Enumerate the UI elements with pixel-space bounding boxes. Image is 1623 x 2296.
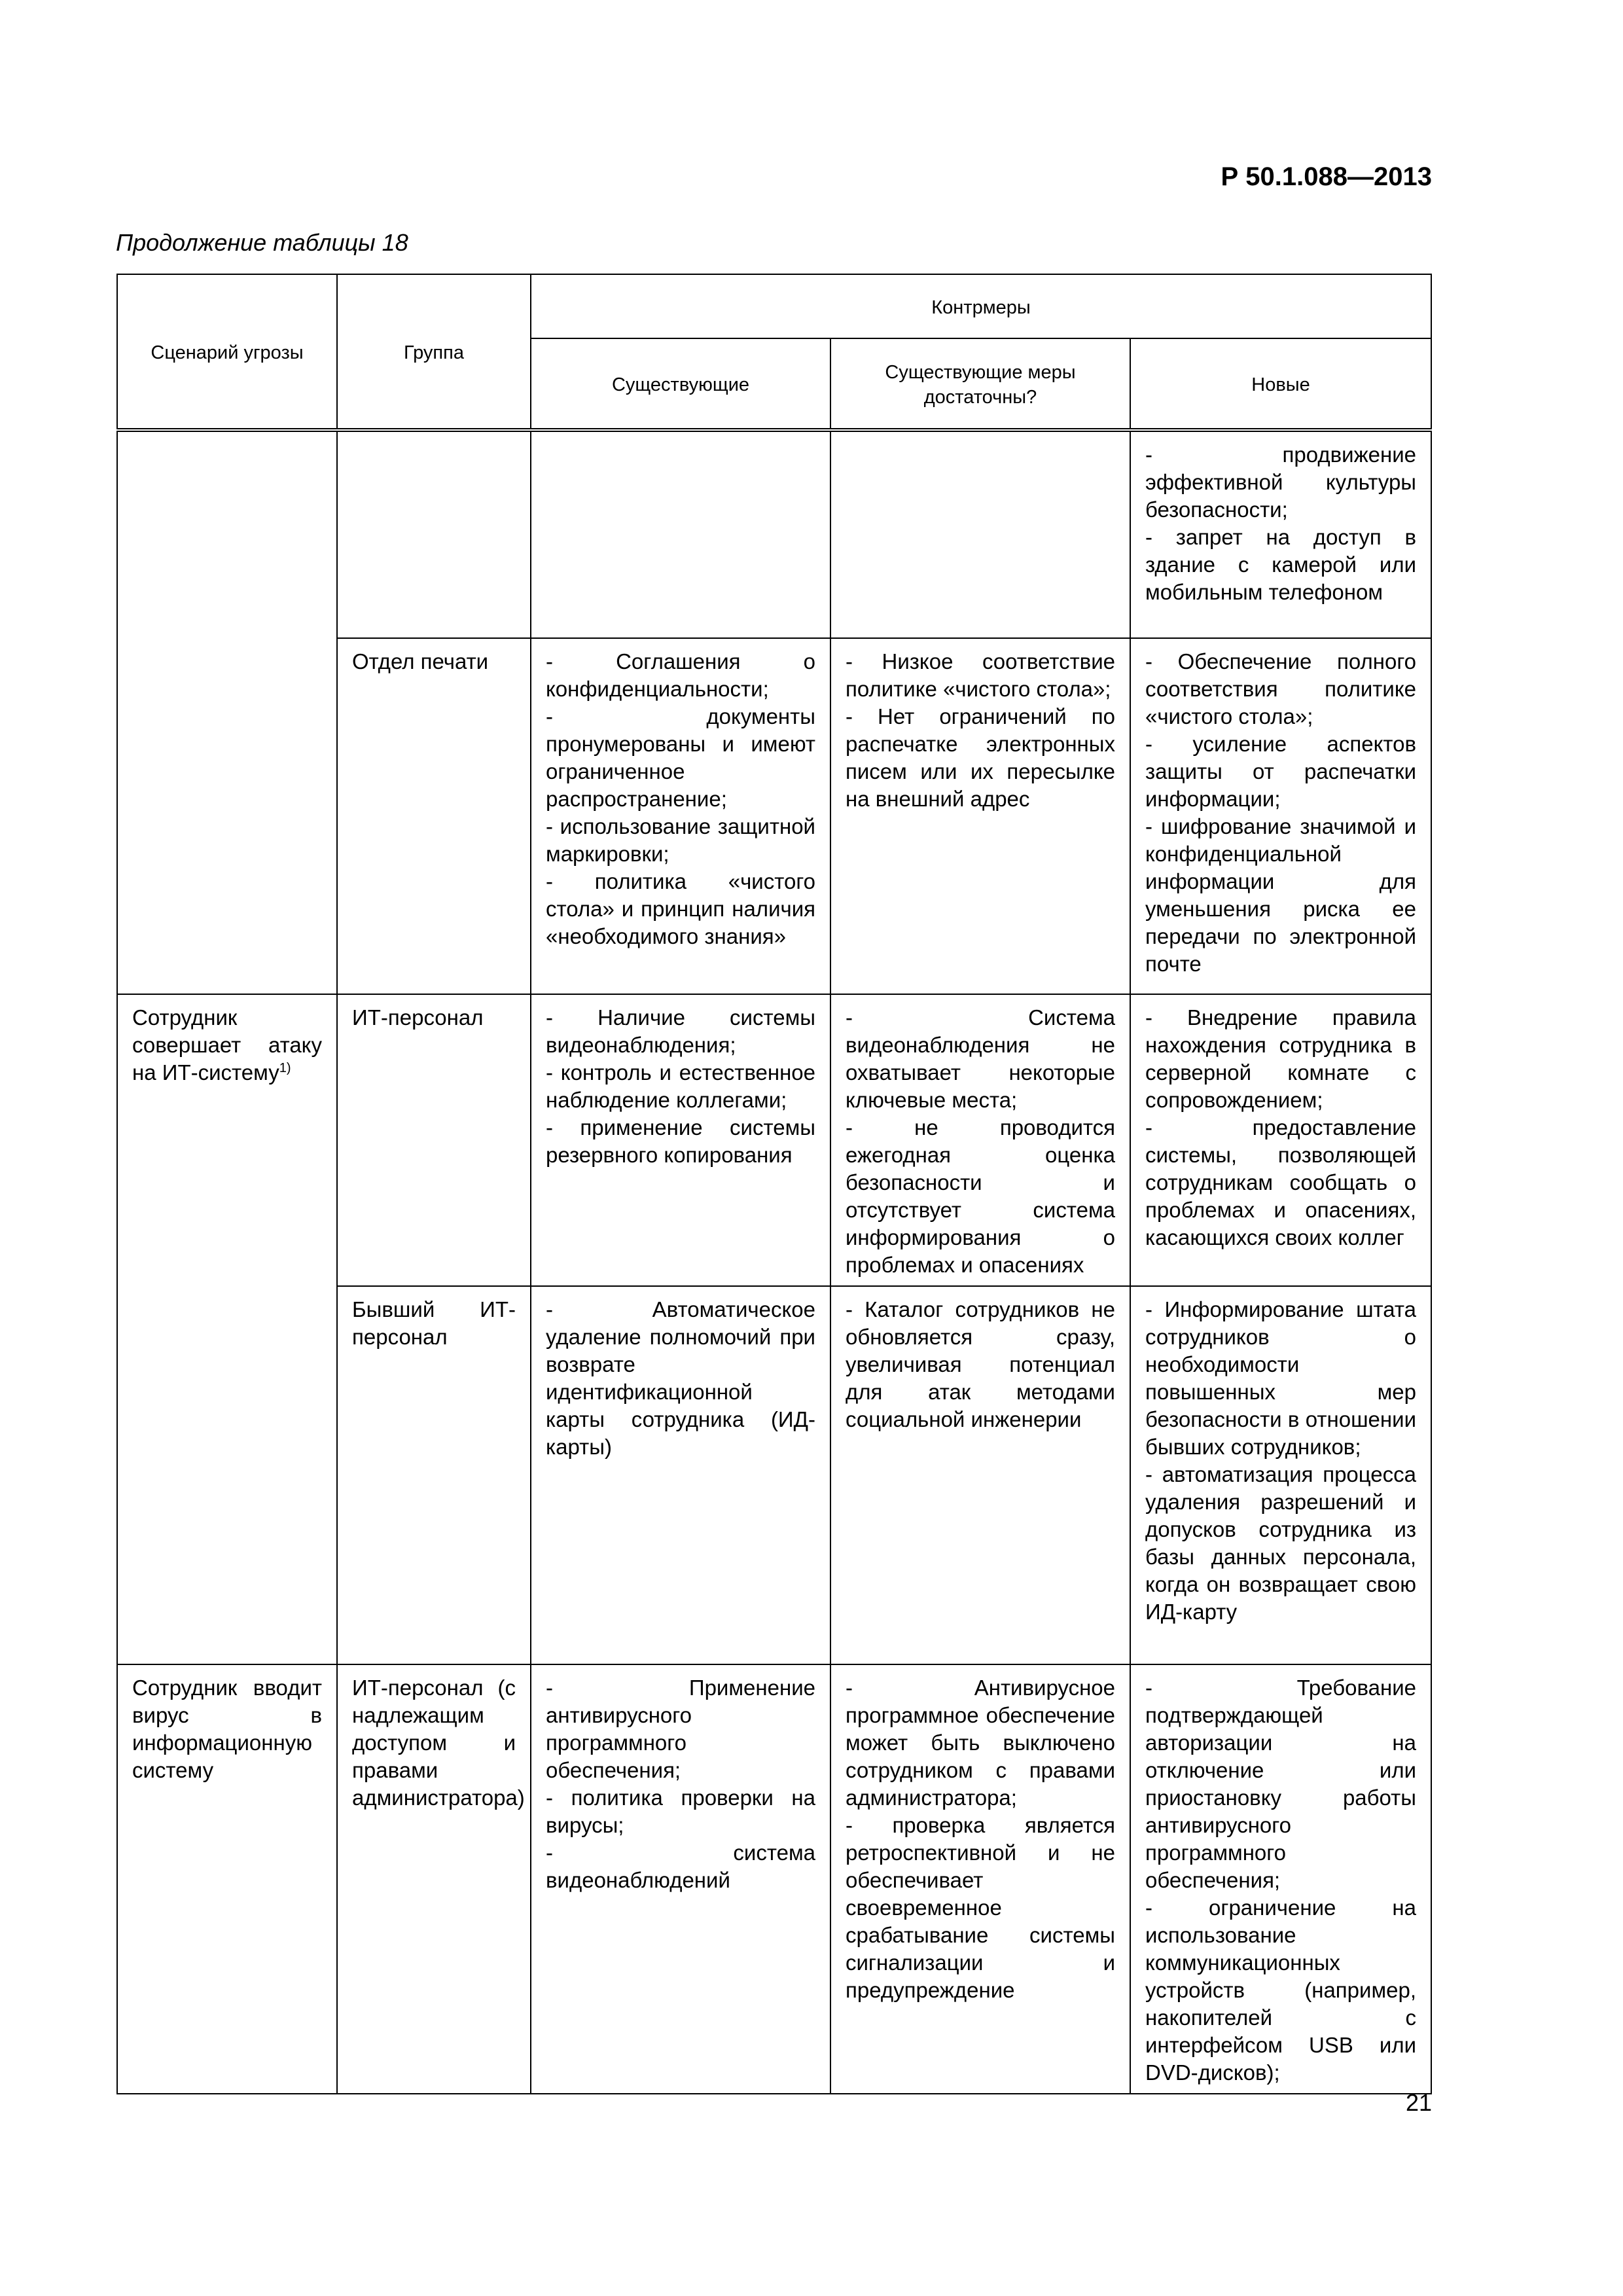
new-item: - шифрование значимой и конфиденциальной информации для уменьшения риска ее передачи по электронной почте <box>1145 814 1417 976</box>
cell-new <box>1130 638 1431 994</box>
cell-sufficient <box>830 994 1130 1286</box>
sufficient-item: - Каталог сотрудников не обновляется сразу, увеличивая потенциал для атак методами социальной инженерии <box>846 1297 1115 1431</box>
new-item: - ограничение на использование коммуникационных устройств (например, накопителей с интерфейсом USB или DVD-дисков); <box>1145 1895 1417 2085</box>
cell-scenario <box>117 1664 337 2094</box>
new-item: - автоматизация процесса удаления разрешений и допусков сотрудника из базы данных персонала, когда он возвращает свою ИД-карту <box>1145 1462 1417 1624</box>
cell-existing <box>531 994 830 1286</box>
header-sufficient: Существующие меры достаточны? <box>830 338 1130 430</box>
sufficient-item: - проверка является ретроспективной и не обеспечивает своевременное срабатывание системы сигнализации и предупреждение <box>846 1813 1115 2002</box>
cell-sufficient <box>830 638 1130 994</box>
header-new: Новые <box>1130 338 1431 430</box>
sufficient-item: - Нет ограничений по распечатке электронных писем или их пересылке на внешний адрес <box>846 704 1115 811</box>
cell-existing <box>531 430 830 638</box>
cell-existing <box>531 638 830 994</box>
cell-group: Бывший ИТ-персонал <box>337 1286 531 1664</box>
new-item: - Обеспечение полного соответствия политике «чистого стола»; <box>1145 649 1417 728</box>
scenario-text: Сотрудник совершает атаку на ИТ-систему <box>132 1005 322 1085</box>
cell-sufficient <box>830 1286 1130 1664</box>
header-countermeasures: Контрмеры <box>531 274 1431 338</box>
cell-new <box>1130 1286 1431 1664</box>
document-code: Р 50.1.088—2013 <box>1221 162 1432 191</box>
existing-item: - Соглашения о конфиденциальности; <box>546 649 815 701</box>
table-row <box>117 994 1431 1286</box>
new-item: - Внедрение правила нахождения сотрудника в серверной комнате с сопровождением; <box>1145 1005 1417 1112</box>
cell-existing <box>531 1664 830 2094</box>
header-group: Группа <box>337 274 531 430</box>
existing-item: - политика «чистого стола» и принцип наличия «необходимого знания» <box>546 869 815 948</box>
new-item: - усиление аспектов защиты от распечатки информации; <box>1145 732 1417 811</box>
cell-group: Отдел печати <box>337 638 531 994</box>
sufficient-item: - Антивирусное программное обеспечение может быть выключено сотрудником с правами администратора; <box>846 1676 1115 1810</box>
cell-group: ИТ-персонал <box>337 994 531 1286</box>
cell-new <box>1130 1664 1431 2094</box>
existing-item: - Применение антивирусного программного обеспечения; <box>546 1676 815 1782</box>
header-existing: Существующие <box>531 338 830 430</box>
cell-new <box>1130 430 1431 638</box>
scenario-text: Сотрудник вводит вирус в информационную систему <box>132 1676 322 1782</box>
table-caption: Продолжение таблицы 18 <box>116 229 408 256</box>
new-item: - Информирование штата сотрудников о необходимости повышенных мер безопасности в отношении бывших сотрудников; <box>1145 1297 1417 1459</box>
cell-sufficient <box>830 1664 1130 2094</box>
cell-existing <box>531 1286 830 1664</box>
cell-scenario <box>117 430 337 994</box>
sufficient-item: - не проводится ежегодная оценка безопасности и отсутствует система информирования о проблемах и опасениях <box>846 1115 1115 1277</box>
existing-item: - контроль и естественное наблюдение коллегами; <box>546 1060 815 1112</box>
header-scenario: Сценарий угрозы <box>117 274 337 430</box>
new-item: - продвижение эффективной культуры безопасности; <box>1145 442 1417 522</box>
existing-item: - система видеонаблюдений <box>546 1840 815 1892</box>
cell-new <box>1130 994 1431 1286</box>
page-number: 21 <box>1405 2089 1432 2116</box>
existing-item: - Наличие системы видеонаблюдения; <box>546 1005 815 1057</box>
cell-group <box>337 430 531 638</box>
cell-scenario <box>117 994 337 1664</box>
sufficient-item: - Низкое соответствие политике «чистого стола»; <box>846 649 1115 701</box>
existing-item: - применение системы резервного копирования <box>546 1115 815 1167</box>
existing-item: - документы пронумерованы и имеют ограниченное распространение; <box>546 704 815 811</box>
existing-item: - Автоматическое удаление полномочий при возврате идентификационной карты сотрудника (ИД-карты) <box>546 1297 815 1459</box>
existing-item: - политика проверки на вирусы; <box>546 1785 815 1837</box>
new-item: - запрет на доступ в здание с камерой или мобильным телефоном <box>1145 525 1417 604</box>
cell-sufficient <box>830 430 1130 638</box>
table-row <box>117 430 1431 638</box>
new-item: - Требование подтверждающей авторизации на отключение или приостановку работы антивирусного программного обеспечения; <box>1145 1676 1417 1892</box>
footnote-mark: 1) <box>279 1061 291 1075</box>
new-item: - предоставление системы, позволяющей сотрудникам сообщать о проблемах и опасениях, касающихся своих коллег <box>1145 1115 1417 1249</box>
existing-item: - использование защитной маркировки; <box>546 814 815 866</box>
cell-group: ИТ-персонал (с надлежащим доступом и правами администратора) <box>337 1664 531 2094</box>
countermeasures-table <box>116 274 1432 2094</box>
sufficient-item: - Система видеонаблюдения не охватывает некоторые ключевые места; <box>846 1005 1115 1112</box>
table-row <box>117 1664 1431 2094</box>
